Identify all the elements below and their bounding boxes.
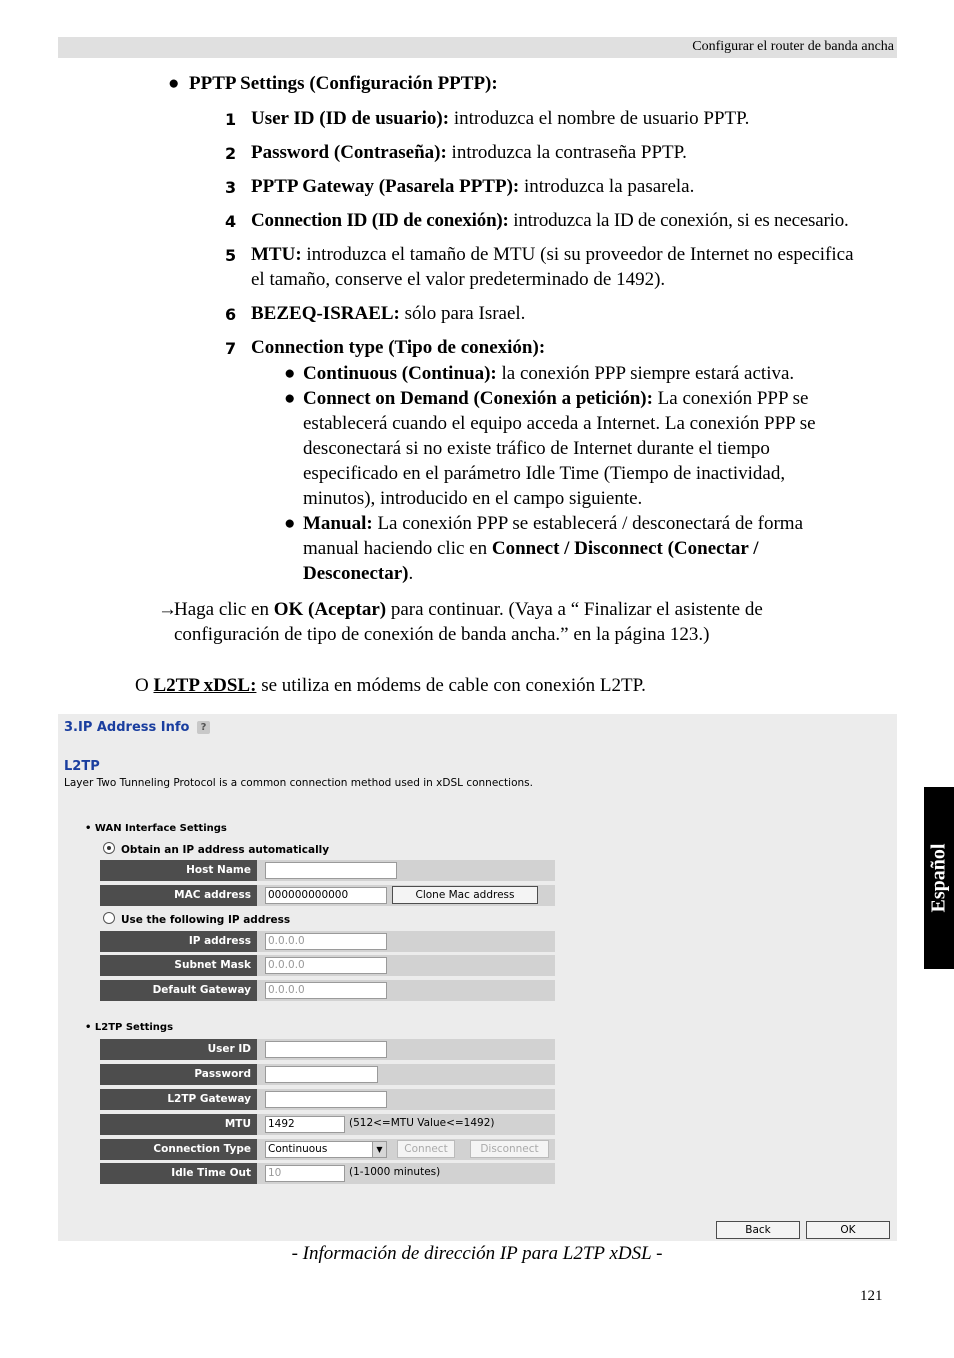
- connection-type-label: Connection Type: [100, 1139, 257, 1160]
- mask-row: [100, 955, 555, 976]
- ok-note-cont: configuración de tipo de conexión de banda ancha.” en la página 123.): [174, 624, 710, 645]
- pptp-item-cont: el tamaño, conserve el valor predeterminado de 1492).: [251, 269, 666, 290]
- running-header: [58, 37, 897, 58]
- bullet-dot: ●: [168, 73, 180, 94]
- pptp-item: Password (Contraseña): introduzca la contraseña PPTP.: [251, 142, 687, 163]
- connection-type-select[interactable]: Continuous ▼: [265, 1141, 387, 1158]
- mac-input[interactable]: 000000000000: [265, 887, 387, 904]
- ip-label: IP address: [100, 931, 257, 952]
- user-id-label: User ID: [100, 1039, 257, 1060]
- user-id-input[interactable]: [265, 1041, 387, 1058]
- circle-marker: O: [135, 675, 149, 696]
- item-number: 2: [225, 144, 237, 163]
- sub-bullet: ●: [284, 513, 296, 534]
- mtu-label: MTU: [100, 1114, 257, 1135]
- l2tp-title: L2TP: [64, 759, 100, 774]
- idle-time-input[interactable]: 10: [265, 1165, 345, 1182]
- item-number: 1: [225, 110, 237, 129]
- l2tp-item: O L2TP xDSL: se utiliza en módems de cable con conexión L2TP.: [135, 675, 646, 696]
- help-icon[interactable]: ?: [197, 721, 210, 734]
- gateway-label: Default Gateway: [100, 980, 257, 1001]
- idle-time-note: (1-1000 minutes): [349, 1166, 441, 1178]
- conn-type-demand-cont: especificado en el parámetro Idle Time (Tiempo de inactividad,: [303, 463, 786, 484]
- password-row: [100, 1064, 555, 1085]
- conn-type-demand-cont: desconectará si no existe tráfico de Internet durante el tiempo: [303, 438, 770, 459]
- item-number: 4: [225, 212, 237, 231]
- item-number: 7: [225, 339, 237, 358]
- item-number: 5: [225, 246, 237, 265]
- page-number: 121: [860, 1288, 883, 1304]
- host-name-input[interactable]: [265, 862, 397, 879]
- pptp-title: PPTP Settings (Configuración PPTP):: [188, 73, 498, 94]
- mtu-note: (512<=MTU Value<=1492): [349, 1117, 495, 1129]
- password-label: Password: [100, 1064, 257, 1085]
- mtu-input[interactable]: 1492: [265, 1116, 345, 1133]
- radio-auto-row[interactable]: Obtain an IP address automatically: [103, 842, 329, 856]
- item-number: 6: [225, 305, 237, 324]
- chevron-down-icon[interactable]: ▼: [372, 1142, 386, 1157]
- sub-bullet: ●: [284, 363, 296, 384]
- disconnect-button[interactable]: Disconnect: [470, 1140, 549, 1158]
- router-screenshot: [58, 714, 897, 1241]
- pptp-item: PPTP Gateway (Pasarela PPTP): introduzca la pasarela.: [251, 176, 695, 197]
- host-name-row: [100, 860, 555, 881]
- conn-type-manual-cont: Desconectar).: [303, 563, 414, 584]
- pptp-item: User ID (ID de usuario): introduzca el nombre de usuario PPTP.: [251, 108, 750, 129]
- connection-type-row: [100, 1139, 555, 1160]
- pptp-item: Connection ID (ID de conexión): introduzca la ID de conexión, si es necesario.: [251, 210, 849, 231]
- ip-row: [100, 931, 555, 952]
- radio-selected-icon[interactable]: [103, 842, 115, 854]
- radio-static-row[interactable]: Use the following IP address: [103, 912, 290, 926]
- l2tp-gateway-label: L2TP Gateway: [100, 1089, 257, 1110]
- l2tp-gateway-input[interactable]: [265, 1091, 387, 1108]
- section-title: 3.IP Address Info ?: [64, 720, 210, 735]
- user-id-row: [100, 1039, 555, 1060]
- gateway-row: [100, 980, 555, 1001]
- language-tab: Español: [924, 787, 954, 969]
- ok-button[interactable]: OK: [806, 1221, 890, 1239]
- mac-row: [100, 885, 555, 906]
- ip-input[interactable]: 0.0.0.0: [265, 933, 387, 950]
- pptp-item: MTU: introduzca el tamaño de MTU (si su proveedor de Internet no especifica: [251, 244, 854, 265]
- idle-time-label: Idle Time Out: [100, 1163, 257, 1184]
- host-name-label: Host Name: [100, 860, 257, 881]
- pptp-item: BEZEQ-ISRAEL: sólo para Israel.: [251, 303, 526, 324]
- clone-mac-button[interactable]: Clone Mac address: [392, 886, 538, 904]
- l2tp-gateway-row: [100, 1089, 555, 1110]
- conn-type-manual: Manual: La conexión PPP se establecerá / desconectará de forma: [303, 513, 803, 534]
- connect-button[interactable]: Connect: [397, 1140, 455, 1158]
- mtu-row: [100, 1114, 555, 1135]
- mac-label: MAC address: [100, 885, 257, 906]
- l2tp-description: Layer Two Tunneling Protocol is a common connection method used in xDSL connections.: [64, 777, 533, 789]
- sub-bullet: ●: [284, 388, 296, 409]
- conn-type-demand-cont: minutos), introducido en el campo siguiente.: [303, 488, 643, 509]
- conn-type-manual-cont: manual haciendo clic en Connect / Disconnect (Conectar /: [303, 538, 759, 559]
- gateway-input[interactable]: 0.0.0.0: [265, 982, 387, 999]
- mask-input[interactable]: 0.0.0.0: [265, 957, 387, 974]
- wan-heading: • WAN Interface Settings: [85, 823, 227, 834]
- idle-time-row: [100, 1163, 555, 1184]
- conn-type-demand: Connect on Demand (Conexión a petición): La conexión PPP se: [303, 388, 809, 409]
- conn-type-continuous: Continuous (Continua): la conexión PPP siempre estará activa.: [303, 363, 795, 384]
- l2tp-settings-heading: • L2TP Settings: [85, 1022, 174, 1033]
- back-button[interactable]: Back: [716, 1221, 800, 1239]
- running-title: Configurar el router de banda ancha: [692, 39, 894, 54]
- password-input[interactable]: [265, 1066, 378, 1083]
- mask-label: Subnet Mask: [100, 955, 257, 976]
- radio-empty-icon[interactable]: [103, 912, 115, 924]
- pptp-bullet: [168, 71, 498, 96]
- ok-note: Haga clic en OK (Aceptar) para continuar. (Vaya a “ Finalizar el asistente de: [174, 599, 763, 620]
- conn-type-demand-cont: establecerá cuando el equipo acceda a Internet. La conexión PPP se: [303, 413, 816, 434]
- pptp-item: Connection type (Tipo de conexión):: [251, 337, 546, 358]
- arrow-icon: →: [158, 599, 177, 620]
- item-number: 3: [225, 178, 237, 197]
- figure-caption: - Información de dirección IP para L2TP xDSL -: [291, 1243, 663, 1264]
